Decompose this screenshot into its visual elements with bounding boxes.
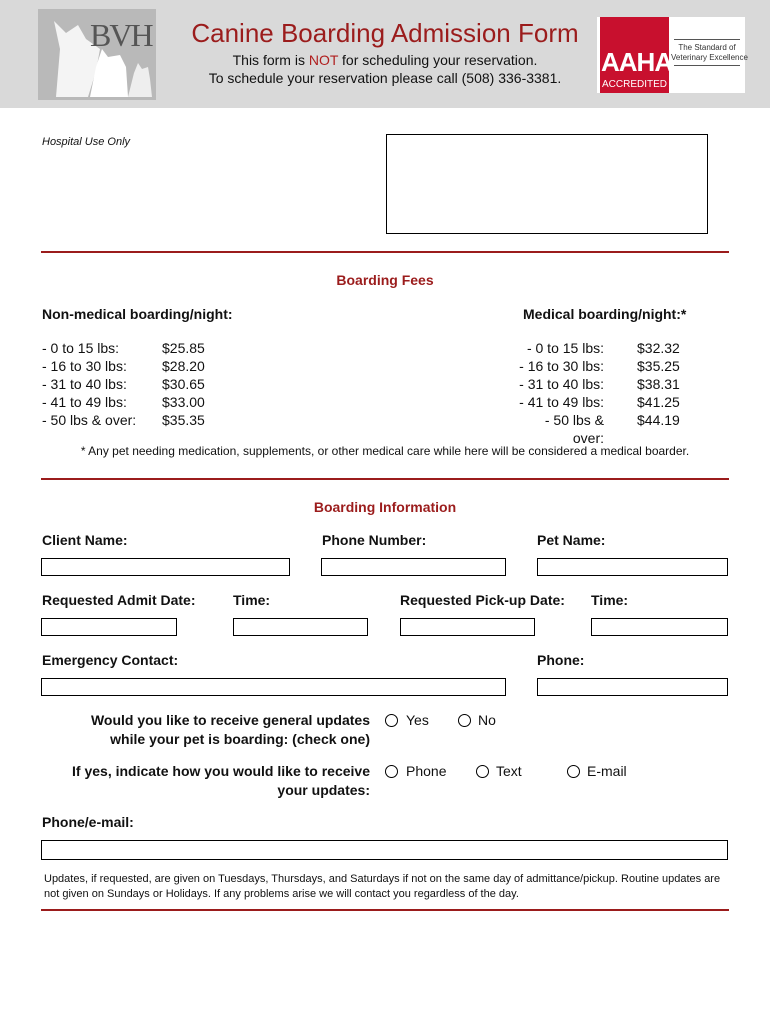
fee-price: $32.32 — [637, 340, 680, 356]
fee-range: - 16 to 30 lbs: — [519, 358, 604, 374]
aaha-rule-2 — [674, 65, 740, 66]
subtitle-line-2: To schedule your reservation please call (508) 336-3381. — [208, 70, 562, 86]
aaha-mark: AAHA — [601, 47, 673, 77]
pickup-date-input[interactable] — [400, 618, 535, 636]
medical-prices — [637, 339, 680, 429]
non-medical-prices — [162, 339, 205, 429]
emergency-phone-input[interactable] — [537, 678, 728, 696]
fee-range: - 0 to 15 lbs: — [526, 340, 604, 356]
aaha-accredited: ACCREDITED — [601, 79, 667, 90]
method-question-line-2: your updates: — [277, 782, 370, 798]
fee-price: $25.85 — [162, 340, 205, 356]
non-medical-heading: Non-medical boarding/night: — [42, 306, 233, 322]
no-label: No — [478, 712, 496, 728]
fee-range: - 50 lbs & over: — [42, 412, 137, 428]
aaha-tagline-1: The Standard of — [678, 43, 736, 52]
fee-price: $35.35 — [162, 412, 205, 428]
client-name-input[interactable] — [41, 558, 290, 576]
method-question-line-1: If yes, indicate how you would like to receive — [72, 763, 370, 779]
pet-name-input[interactable] — [537, 558, 728, 576]
fee-price: $33.00 — [162, 394, 205, 410]
method-question — [42, 762, 370, 800]
admit-date-label: Requested Admit Date: — [42, 592, 196, 608]
fee-range: - 41 to 49 lbs: — [519, 394, 604, 410]
pickup-time-input[interactable] — [591, 618, 728, 636]
fee-price: $28.20 — [162, 358, 205, 374]
phone-email-label: Phone/e-mail: — [42, 814, 134, 830]
updates-question-line-2: while your pet is boarding: (check one) — [110, 731, 370, 747]
medical-ranges — [514, 339, 604, 447]
hospital-use-box[interactable] — [386, 134, 708, 234]
fee-price: $38.31 — [637, 376, 680, 392]
no-radio[interactable] — [458, 714, 471, 727]
email-option-label: E-mail — [587, 763, 627, 779]
aaha-logo — [597, 17, 748, 93]
fee-range: - 41 to 49 lbs: — [42, 394, 127, 410]
yes-radio[interactable] — [385, 714, 398, 727]
phone-number-label: Phone Number: — [322, 532, 427, 548]
text-radio[interactable] — [476, 765, 489, 778]
text-option-label: Text — [496, 763, 522, 779]
fee-price: $30.65 — [162, 376, 205, 392]
fee-price: $35.25 — [637, 358, 680, 374]
aaha-rule — [674, 39, 740, 40]
page-title: Canine Boarding Admission Form — [191, 18, 579, 48]
updates-question-line-1: Would you like to receive general updates — [90, 712, 370, 728]
client-name-label: Client Name: — [42, 532, 128, 548]
non-medical-ranges — [42, 339, 136, 429]
aaha-tagline-2: Veterinary Excellence — [671, 53, 748, 62]
divider — [41, 478, 729, 480]
phone-email-input[interactable] — [41, 840, 728, 860]
phone-option-label: Phone — [406, 763, 447, 779]
fee-range: - 0 to 15 lbs: — [42, 340, 120, 356]
phone-radio[interactable] — [385, 765, 398, 778]
bvh-logo — [38, 9, 156, 100]
fee-price: $41.25 — [637, 394, 680, 410]
admit-time-label: Time: — [233, 592, 271, 608]
subtitle-not: NOT — [308, 52, 339, 68]
pickup-time-label: Time: — [591, 592, 629, 608]
fee-range: - 16 to 30 lbs: — [42, 358, 127, 374]
updates-note: Updates, if requested, are given on Tuesdays, Thursdays, and Saturdays if not on the same day of admittance/pickup. Routine updates are not given on Sundays or Holidays. If any problems arise we will contact you regardless of the day. — [44, 873, 721, 900]
pickup-date-label: Requested Pick-up Date: — [400, 592, 565, 608]
emergency-phone-label: Phone: — [537, 652, 585, 668]
medical-footnote: * Any pet needing medication, supplements, or other medical care while here will be considered a medical boarder. — [80, 444, 690, 458]
yes-label: Yes — [406, 712, 429, 728]
email-radio[interactable] — [567, 765, 580, 778]
pet-name-label: Pet Name: — [537, 532, 606, 548]
phone-number-input[interactable] — [321, 558, 506, 576]
updates-question — [42, 711, 370, 749]
divider — [41, 251, 729, 253]
fee-range: - 31 to 40 lbs: — [519, 376, 604, 392]
boarding-fees-title: Boarding Fees — [336, 272, 434, 288]
fee-range: - 50 lbs & over: — [544, 412, 604, 446]
fee-range: - 31 to 40 lbs: — [42, 376, 127, 392]
boarding-info-title: Boarding Information — [313, 499, 457, 515]
emergency-contact-label: Emergency Contact: — [42, 652, 179, 668]
admit-date-input[interactable] — [41, 618, 177, 636]
admit-time-input[interactable] — [233, 618, 368, 636]
subtitle-suffix: for scheduling your reservation. — [338, 52, 538, 68]
divider — [41, 909, 729, 911]
emergency-contact-input[interactable] — [41, 678, 506, 696]
subtitle-line-1 — [160, 52, 610, 68]
subtitle-prefix: This form is — [232, 52, 309, 68]
medical-heading: Medical boarding/night:* — [523, 306, 687, 322]
hospital-use-label: Hospital Use Only — [42, 136, 131, 148]
fee-price: $44.19 — [637, 412, 680, 428]
logo-text: BVH — [90, 17, 152, 53]
